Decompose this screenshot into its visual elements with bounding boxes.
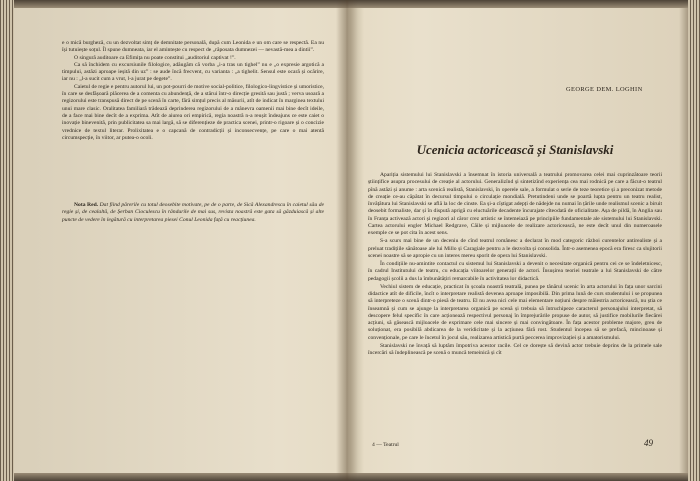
page-footer: 4 — Teatrul: [372, 442, 399, 448]
left-paragraph: Ca să închidem cu excursiunile filologice, adăugăm că vorba „i-a tras un tighel” nu e „o expresie argotică a timpului, astăzi aproape ieșită din uz” : se aude încă frecvent, cu varianta : „a tighelit. Sensul este ocară și ocărire, iar nu : „l-a sucit cum a vrut, l-a jurat pe degete”.: [62, 61, 324, 83]
note-label: Nota Red.: [74, 202, 99, 209]
right-paragraph: Vechiul sistem de educație, practicat în școala noastră teatrală, punea pe tânărul ucenic în arta actorului în fața unor sarcini didactice atît de dificile, încît o interpretare realistă devenea aproape imposibilă. Din prima lună de curs studentului i se propunea să interpreteze o scenă dintr-o piesă de teatru. El nu avea nici cele mai elementare noțiuni despre măiestria actoricească, nu știa ce înseamnă și cum se ajunge la interpretarea organică pe scenă și trebuia să întruchipeze caracterul personajului interpretat, să descopere felul specific în care acționează respectivul personaj în împrejurările propuse de autor, să justifice mobilurile fiecărei acțiuni, să găsească mijloacele de exprimare cele mai sincere și mai convingătoare. În fața acestor probleme majore, greu de soluționat, era posibilă abdicarea de la veridicitate și la acțiunea fără rost. Studentul începea să se prefacă, mincinoase și convenționale, pe care le încetul în jocul său, realizarea artistică purtă peccerea improvizației și a amatorismului.: [368, 283, 662, 341]
right-paragraph: S-a scurs mai bine de un deceniu de cînd teatrul românesc a declarat în mod categoric război curentelor antirealiste și a preluat tradițiile sănătoase ale lui Millo și Caragiale pentru a le dezvolta și consolida. Într-o asemenea epocă era firesc ca slujitorii scenei noastre să se apropie cu un interes mereu sporit de opera lui Stanislavski.: [368, 238, 662, 259]
editorial-note: [62, 202, 324, 224]
left-page: [62, 40, 324, 224]
page-edge-right: [688, 0, 700, 481]
book-gutter: [336, 0, 358, 481]
article-title: Ucenicia actoricească și Stanislavski: [416, 142, 614, 157]
right-paragraph: Stanislavski ne învață să luptăm împotriva acestor racile. Cel ce dorește să devină actor trebuie deprins de la primele sale încercări să îndeplinească pe scenă o muncă temeinică și cît: [368, 342, 662, 356]
left-paragraph: O singură auditoare ca Efimița nu poate constitui „auditoriul captivat !”.: [74, 54, 236, 61]
page-number: 49: [644, 438, 653, 448]
right-paragraph: În condițiile nu-amintite contactul cu sistemul lui Stanislavski a devenit o necesitate organică pentru cei ce se îndeletnicesc, în cadrul Institutului de teatru, cu educația viitoarelor generații de actori. Însușirea teoriei teatrale a lui Stanislavski de către pedagogii școlii a dus la îmbunătățiri remarcabile în activitatea lor didactică.: [368, 261, 662, 282]
note-text: Dat fiind părerile cu totul deosebite motivate, pe de o parte, de Sică Alexandrescu în caietul său de regie și, de cealaltă, de Șerban Cioculescu în rândurile de mai sus, revista noastră este gata să găzduiască și alte puncte de vedere în legătură cu interpretarea piesei Conul Leonida față cu reacțiunea.: [62, 202, 324, 223]
left-paragraph: e o mică burgheză, cu un dezvoltat simț de demnitate personală, după cum Leonida e un om care se respectă. Ea nu își tutuiește soțul. Îl spune dumneata, iar el amintește cu respect de „răposata dumnezei — nevastă-mea a dintii”.: [62, 40, 324, 54]
right-page-body: [368, 172, 662, 358]
left-paragraph: Caietul de regie e pentru autorul lui, un pot-pourri de motive social-politice, filologico-lingvistice și umoristice, în care se desfășoară plăcerea de a comenta cu abundență, de a stărui într-o direcție gresită sau justă ; verva usoară a regizorului este transpusă direct de pe scenă în carte, fără simțul precis al măsurii, atît de indicat în marginea textului unui mare clasic. Oralitatea familiară trădează deprinderea regizorului de a mânevra oamenii mai bine decît ideile, de a face mai bine decît de a exprima. Atît de aiurea ori empirică, regia noastră n-a reușit îndeajuns ce este caiet o inovație binevenită, prin publicitatea sa mai largă, să se diferențieze de practica scenei, printr-o rigoare și o concizie vrednice de textul literar. Prolixitatea e o capcană de contradicții și inconsecvențe, pe care o mai atentă circumspecție, în viitor, ar putea-o ocoli.: [62, 83, 324, 141]
page-edge-left: [0, 0, 14, 481]
right-paragraph: Apariția sistemului lui Stanislavski a însemnat în istoria universală a teatrului promovarea celei mai cuprinzătoare teorii științifice asupra procesului de creație al actorului. Generalizînd și sintetizînd experiența cea mai rodnică pe care a făcut-o teatrul pînă astăzi și anume : arta scenică realistă, Stanislavski, în operele sale, a formulat o serie de teze teoretice și a preconizat metode de creație ce-au căpătat în decursul timpului o circulație mondială. Pretutindeni unde se poartă lupta pentru un teatru realist, învățătura lui Stanislavski se află la loc de cinste. Ea și-a cîștigat adepți de nădejde nu numai în țările unde realismul scenic a biruit deosebit formaliste, dar și în dispută aprigă cu eluctuările decadente încurajate cîteodată de oficialitate. Așa de pildă, în Anglia sau în Franța activează actori și regizori al căror crez artistic se întemeiază pe principiile fundamentale ale sistemului lui Stanislavski. Cartea actorului engler Michael Redgrave, Căile și mijloacele de realizare actoricească, ne este decît unul din numeroasele exemple ce se pot cita în acest sens.: [368, 172, 662, 236]
article-author: GEORGE DEM. LOGHIN: [566, 86, 643, 93]
